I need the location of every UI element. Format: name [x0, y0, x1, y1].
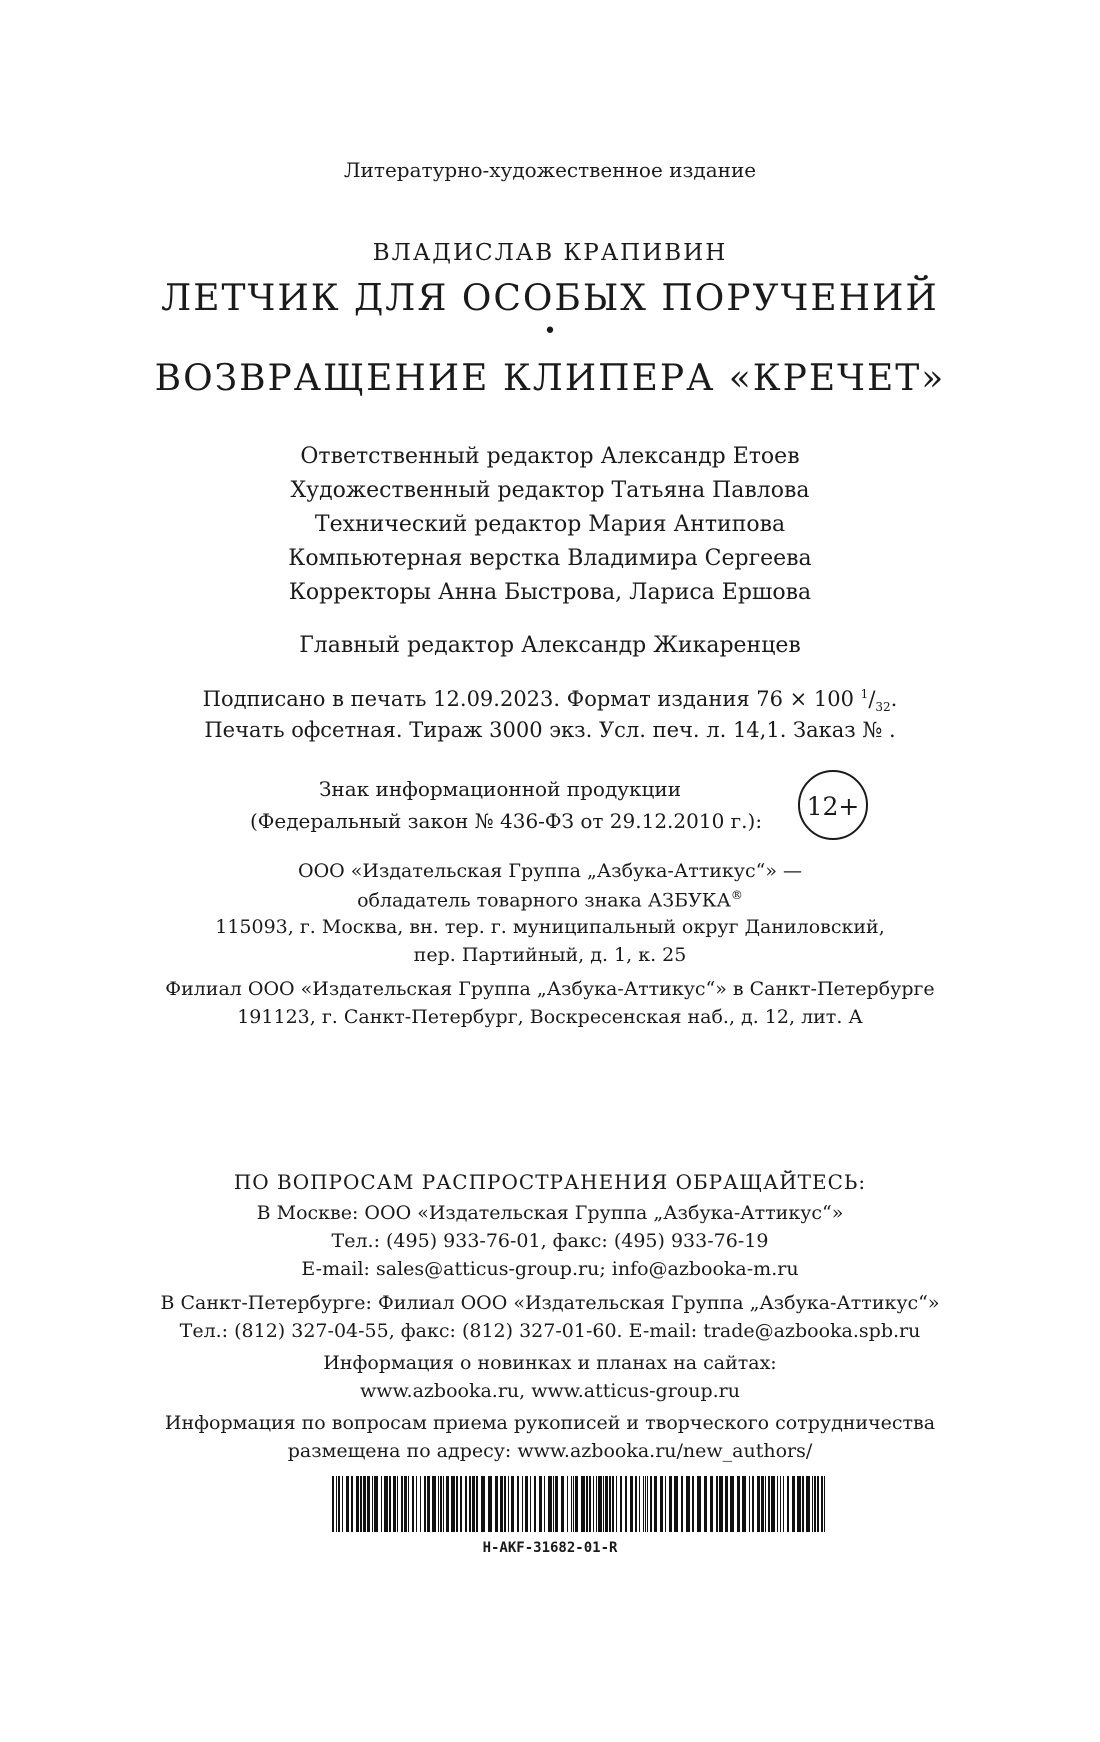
print-info-main: Подписано в печать 12.09.2023. Формат издания 76 × 100: [202, 687, 861, 711]
credits-list: [0, 440, 1100, 610]
format-fraction-numerator: 1: [860, 687, 869, 701]
publisher-line-1: ООО «Издательская Группа „Азбука-Аттикус“» —: [298, 860, 802, 882]
manuscripts-line-2: размещена по адресу: www.azbooka.ru/new_authors/: [287, 1440, 813, 1462]
book-title-second: ВОЗВРАЩЕНИЕ КЛИПЕРА «КРЕЧЕТ»: [154, 358, 946, 399]
barcode: [330, 1476, 830, 1532]
branch-line-1: Филиал ООО «Издательская Группа „Азбука-Аттикус“» в Санкт-Петербурге: [165, 978, 935, 1000]
print-info-line-2: Печать офсетная. Тираж 3000 экз. Усл. печ. л. 14,1. Заказ № .: [204, 718, 896, 742]
print-info-end: .: [890, 687, 898, 711]
author-name: ВЛАДИСЛАВ КРАПИВИН: [372, 240, 728, 266]
distribution-moscow-2: Тел.: (495) 933-76-01, факс: (495) 933-76-19: [331, 1230, 769, 1252]
genre-label: Литературно-художественное издание: [343, 158, 757, 182]
chief-editor: Главный редактор Александр Жикаренцев: [299, 633, 801, 658]
info-sign-block: [250, 773, 763, 837]
format-fraction-denominator: 32: [875, 700, 891, 715]
credit-technical-editor: Технический редактор Мария Антипова: [314, 512, 786, 537]
print-info-line-1: [0, 687, 1100, 714]
info-sign-line-2: (Федеральный закон № 436-ФЗ от 29.12.2010 г.):: [250, 809, 763, 833]
barcode-code: H-AKF-31682-01-R: [482, 1540, 618, 1556]
credit-proofreaders: Корректоры Анна Быстрова, Лариса Ершова: [288, 580, 812, 605]
publisher-line-2: [0, 888, 1100, 911]
publisher-address-line-2: пер. Партийный, д. 1, к. 25: [413, 944, 687, 966]
distribution-moscow-3: E-mail: sales@atticus-group.ru; info@azbooka-m.ru: [301, 1258, 799, 1280]
age-rating-badge: 12+: [798, 770, 868, 840]
sites-line-2: www.azbooka.ru, www.atticus-group.ru: [360, 1380, 740, 1402]
distribution-heading: ПО ВОПРОСАМ РАСПРОСТРАНЕНИЯ ОБРАЩАЙТЕСЬ:: [233, 1170, 867, 1194]
credit-art-editor: Художественный редактор Татьяна Павлова: [290, 478, 810, 503]
publisher-trademark: обладатель товарного знака АЗБУКА: [357, 889, 731, 912]
title-separator: •: [543, 319, 557, 344]
distribution-moscow-1: В Москве: ООО «Издательская Группа „Азбука-Аттикус“»: [256, 1202, 844, 1224]
credit-responsible-editor: Ответственный редактор Александр Етоев: [300, 444, 800, 469]
book-title-first: ЛЕТЧИК ДЛЯ ОСОБЫХ ПОРУЧЕНИЙ: [161, 278, 939, 319]
manuscripts-line-1: Информация по вопросам приема рукописей и творческого сотрудничества: [164, 1412, 936, 1434]
credit-layout: Компьютерная верстка Владимира Сергеева: [288, 546, 812, 571]
publisher-address-line-1: 115093, г. Москва, вн. тер. г. муниципальный округ Даниловский,: [215, 916, 885, 938]
distribution-spb-1: В Санкт-Петербурге: Филиал ООО «Издательская Группа „Азбука-Аттикус“»: [160, 1292, 940, 1314]
registered-mark: ®: [730, 888, 743, 902]
distribution-spb-2: Тел.: (812) 327-04-55, факс: (812) 327-01-60. E-mail: trade@azbooka.spb.ru: [179, 1320, 921, 1342]
sites-line-1: Информация о новинках и планах на сайтах:: [323, 1352, 777, 1374]
format-fraction-slash: /: [868, 687, 876, 711]
info-sign-line-1: Знак информационной продукции: [318, 777, 682, 801]
branch-line-2: 191123, г. Санкт-Петербург, Воскресенская наб., д. 12, лит. А: [237, 1006, 863, 1028]
